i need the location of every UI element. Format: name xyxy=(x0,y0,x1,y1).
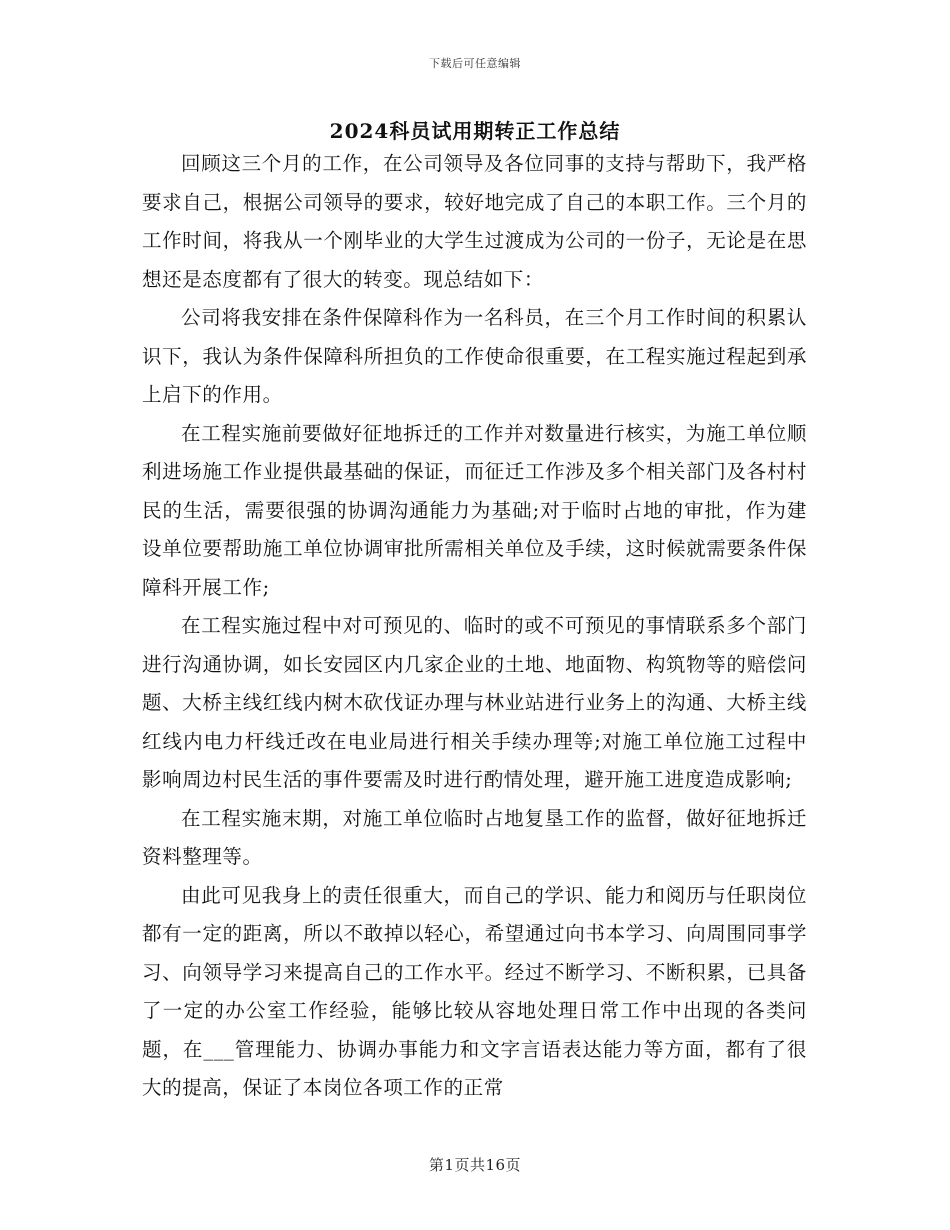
document-title: 2024科员试用期转正工作总结 xyxy=(329,119,621,143)
paragraph-1: 回顾这三个月的工作，在公司领导及各位同事的支持与帮助下，我严格要求自己，根据公司领导的要求，较好地完成了自己的本职工作。三个月的工作时间，将我从一个刚毕业的大学生过渡成为公司的一份子，无论是在思想还是态度都有了很大的转变。现总结如下： xyxy=(142,152,807,291)
paragraph-5: 在工程实施末期，对施工单位临时占地复垦工作的监督，做好征地拆迁资料整理等。 xyxy=(142,806,807,868)
paragraph-2: 公司将我安排在条件保障科作为一名科员，在三个月工作时间的积累认识下，我认为条件保障科所担负的工作使命很重要，在工程实施过程起到承上启下的作用。 xyxy=(142,306,807,406)
paragraph-4: 在工程实施过程中对可预见的、临时的或不可预见的事情联系多个部门进行沟通协调，如长安园区内几家企业的土地、地面物、构筑物等的赔偿问题、大桥主线红线内树木砍伐证办理与林业站进行业务上的沟通、大桥主线红线内电力杆线迁改在电业局进行相关手续办理等;对施工单位施工过程中影响周边村民生活的事件要需及时进行酌情处理，避开施工进度造成影响; xyxy=(142,614,807,791)
header-note: 下载后可任意编辑 xyxy=(429,57,521,70)
document-body xyxy=(142,145,807,1108)
paragraph-6: 由此可见我身上的责任很重大，而自己的学识、能力和阅历与任职岗位都有一定的距离，所以不敢掉以轻心，希望通过向书本学习、向周围同事学习、向领导学习来提高自己的工作水平。经过不断学习、不断积累，已具备了一定的办公室工作经验，能够比较从容地处理日常工作中出现的各类问题，在___管理能力、协调办事能力和文字言语表达能力等方面，都有了很大的提高，保证了本岗位各项工作的正常 xyxy=(142,883,807,1099)
page-number-footer: 第1页共16页 xyxy=(428,1156,522,1174)
paragraph-3: 在工程实施前要做好征地拆迁的工作并对数量进行核实，为施工单位顺利进场施工作业提供最基础的保证，而征迁工作涉及多个相关部门及各村村民的生活，需要很强的协调沟通能力为基础;对于临时占地的审批，作为建设单位要帮助施工单位协调审批所需相关单位及手续，这时候就需要条件保障科开展工作; xyxy=(142,421,807,599)
